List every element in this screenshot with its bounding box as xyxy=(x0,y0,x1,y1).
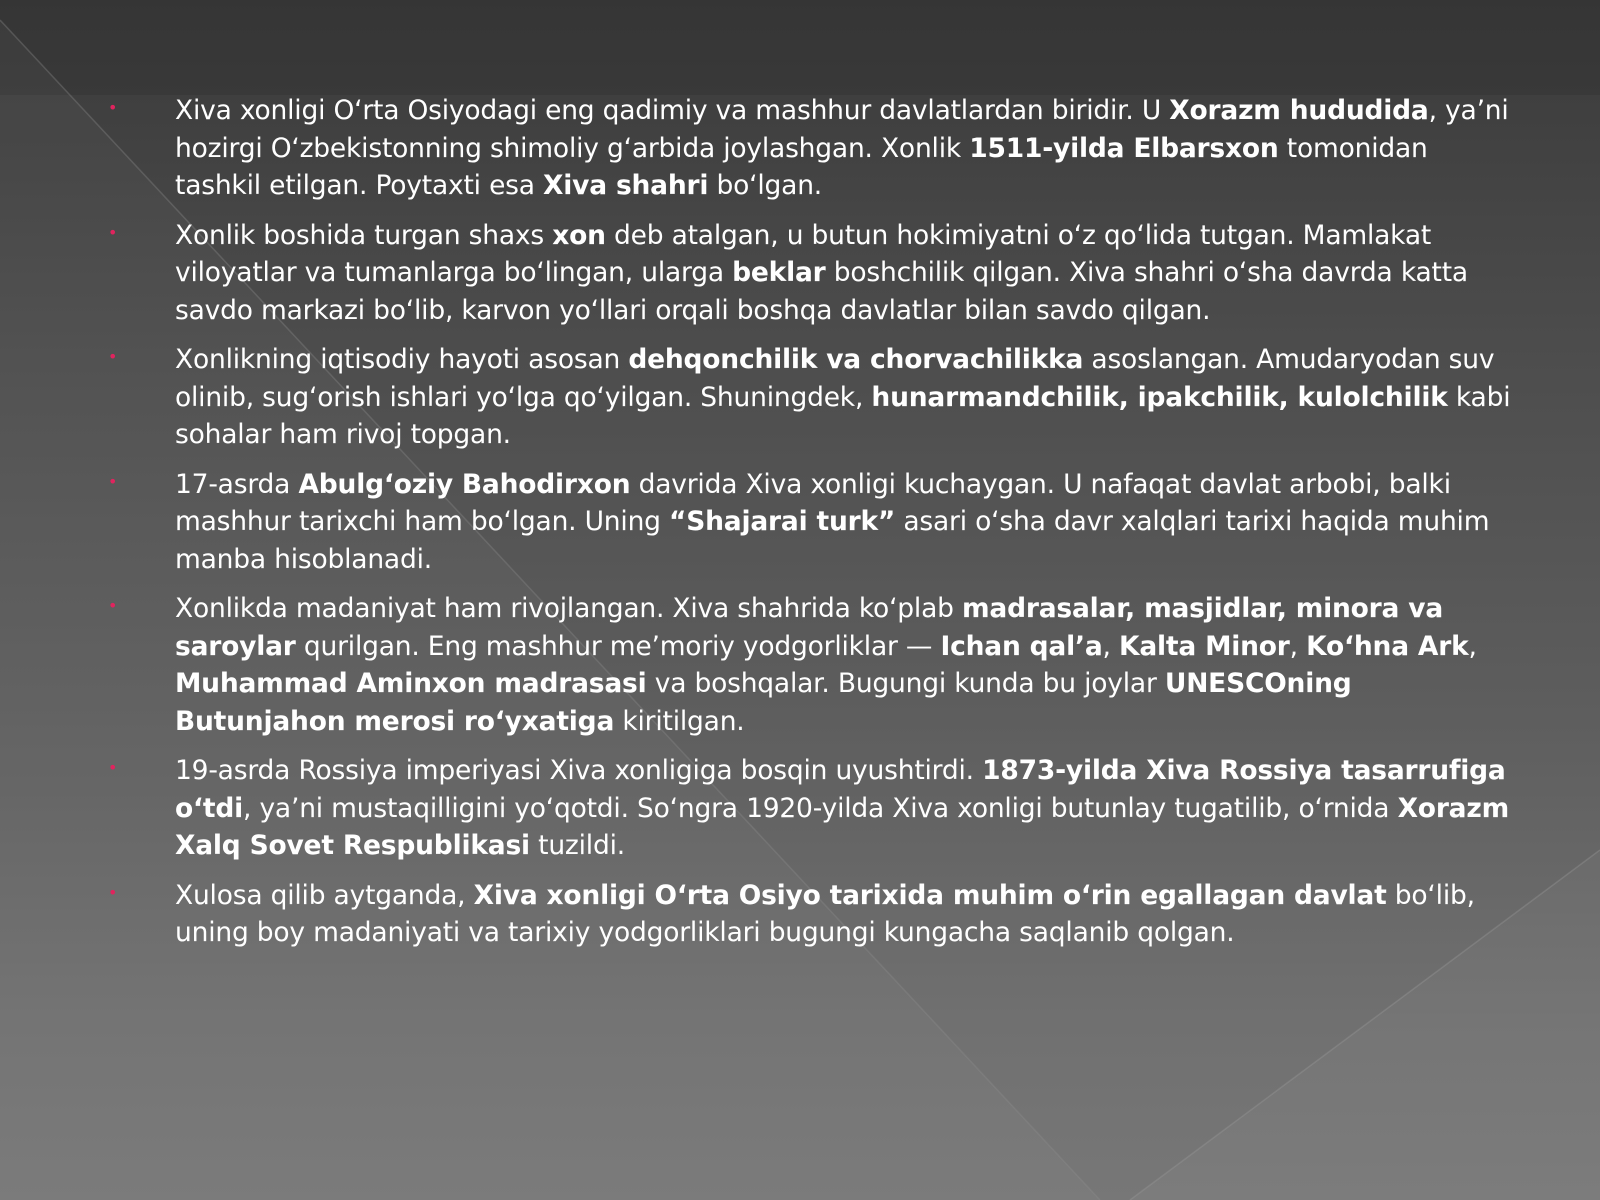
bullet-paragraph xyxy=(100,217,1520,330)
text-segment: tuzildi. xyxy=(529,830,625,861)
bold-text-segment: UNESCOning Butunjahon merosi ro‘yxatiga xyxy=(175,668,1352,737)
bullet-marker-icon: • xyxy=(108,758,118,777)
text-segment: , xyxy=(1289,630,1307,662)
text-segment: , xyxy=(1102,630,1119,662)
bold-text-segment: Kalta Minor xyxy=(1119,630,1290,662)
bold-text-segment: dehqonchilik va chorvachilikka xyxy=(628,344,1084,375)
text-segment: Xonlikda madaniyat ham rivojlangan. Xiva shahrida ko‘plab xyxy=(175,593,962,624)
slide-content xyxy=(100,92,1520,964)
text-segment: , ya’ni hozirgi O‘zbekistonning shimoliy g‘arbida joylashgan. Xonlik xyxy=(175,95,1509,164)
bold-text-segment: 1511-yilda Elbarsxon xyxy=(969,132,1279,164)
text-segment: davrida Xiva xonligi kuchaygan. U nafaqat davlat arbobi, balki mashhur tarixchi ham bo‘lgan. Uning xyxy=(175,468,1451,537)
bold-text-segment: Xiva shahri xyxy=(543,170,709,201)
text-segment: deb atalgan, u butun hokimiyatni o‘z qo‘lida tutgan. Mamlakat viloyatlar va tumanlarga bo‘lingan, ularga xyxy=(175,219,1432,288)
bullet-marker-icon: • xyxy=(108,882,118,902)
text-segment: asoslangan. Amudaryodan suv olinib, sug‘orish ishlari yo‘lga qo‘yilgan. Shuningdek, xyxy=(175,344,1495,413)
text-segment: Xulosa qilib aytganda, xyxy=(175,879,474,911)
bullet-marker-icon: • xyxy=(108,98,118,117)
bullet-paragraph xyxy=(100,466,1520,579)
bold-text-segment: 1873-yilda Xiva Rossiya tasarrufiga o‘tdi xyxy=(175,755,1506,824)
text-segment: bo‘lgan. xyxy=(708,170,823,201)
text-segment: , ya’ni mustaqilligini yo‘qotdi. So‘ngra 1920-yilda Xiva xonligi butunlay tugatilib, o‘rnida xyxy=(243,792,1398,824)
bold-text-segment: Muhammad Aminxon madrasasi xyxy=(175,668,647,699)
bullet-paragraph xyxy=(100,590,1520,740)
text-segment: kiritilgan. xyxy=(614,705,745,737)
bold-text-segment: hunarmandchilik, ipakchilik, kulolchilik xyxy=(871,381,1448,413)
text-segment: , xyxy=(1468,630,1477,662)
text-segment: 19-asrda Rossiya imperiyasi Xiva xonligiga bosqin uyushtirdi. xyxy=(175,755,983,786)
bullet-paragraph xyxy=(100,752,1520,865)
text-segment: Xonlikning iqtisodiy hayoti asosan xyxy=(175,344,629,375)
bullet-paragraph xyxy=(100,92,1520,205)
top-shade xyxy=(0,0,1600,95)
bullet-marker-icon: • xyxy=(108,471,118,491)
bullet-marker-icon: • xyxy=(108,596,118,615)
bullet-paragraph xyxy=(100,341,1520,454)
text-segment: asari o‘sha davr xalqlari tarixi haqida muhim manba hisoblanadi. xyxy=(175,506,1490,575)
text-segment: tomonidan tashkil etilgan. Poytaxti esa xyxy=(175,132,1428,201)
bullet-marker-icon: • xyxy=(108,222,118,242)
bold-text-segment: “Shajarai turk” xyxy=(669,506,896,537)
bold-text-segment: xon xyxy=(552,219,606,251)
bold-text-segment: Xiva xonligi O‘rta Osiyo tarixida muhim o‘rin egallagan davlat xyxy=(473,879,1387,911)
bold-text-segment: Xorazm Xalq Sovet Respublikasi xyxy=(175,792,1510,861)
text-segment: Xonlik boshida turgan shaxs xyxy=(175,219,553,251)
text-segment: 17-asrda xyxy=(175,468,299,500)
bold-text-segment: Abulg‘oziy Bahodirxon xyxy=(298,468,631,500)
text-segment: kabi sohalar ham rivoj topgan. xyxy=(175,381,1511,450)
text-segment: va boshqalar. Bugungi kunda bu joylar xyxy=(646,668,1165,699)
text-segment: Xiva xonligi O‘rta Osiyodagi eng qadimiy va mashhur davlatlardan biridir. U xyxy=(175,95,1170,126)
bold-text-segment: beklar xyxy=(732,257,826,288)
bold-text-segment: madrasalar, masjidlar, minora va saroylar xyxy=(175,593,1444,662)
bullet-list xyxy=(100,92,1520,952)
text-segment: bo‘lib, uning boy madaniyati va tarixiy yodgorliklari bugungi kungacha saqlanib qolgan. xyxy=(175,879,1475,948)
text-segment: boshchilik qilgan. Xiva shahri o‘sha davrda katta savdo markazi bo‘lib, karvon yo‘llari orqali boshqa davlatlar bilan savdo qilgan. xyxy=(175,257,1468,326)
bold-text-segment: Xorazm hududida xyxy=(1169,95,1429,126)
bold-text-segment: Ko‘hna Ark xyxy=(1306,630,1469,662)
bullet-marker-icon: • xyxy=(108,347,118,366)
bullet-paragraph xyxy=(100,877,1520,952)
bold-text-segment: Ichan qal’a xyxy=(940,630,1103,662)
text-segment: qurilgan. Eng mashhur me’moriy yodgorliklar — xyxy=(295,630,941,662)
